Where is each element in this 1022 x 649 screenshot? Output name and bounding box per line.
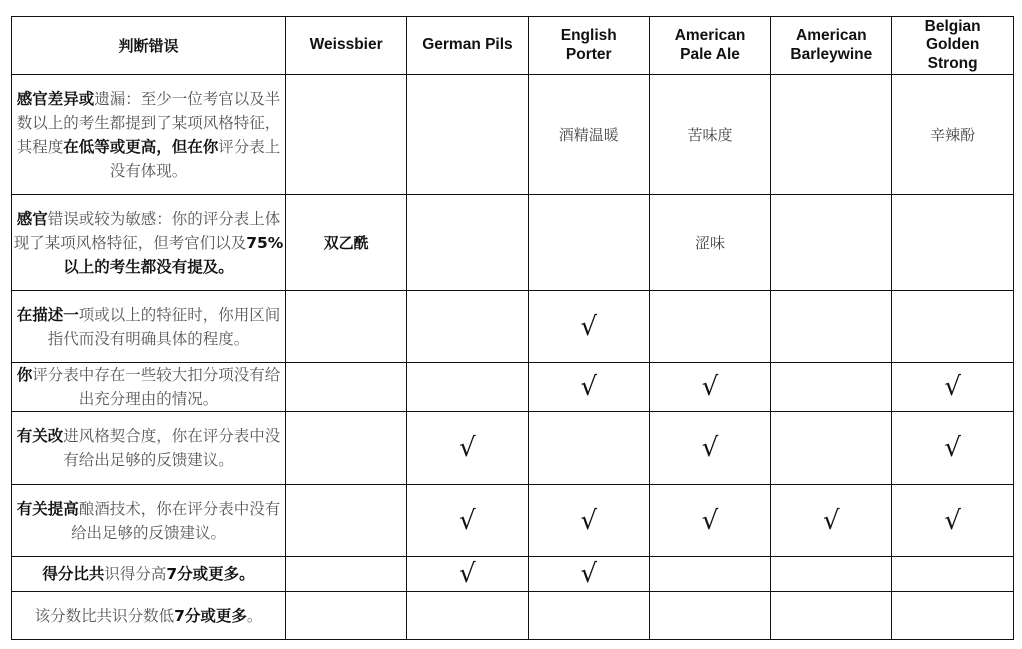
emphasis-text: 感官差异或 (16, 89, 95, 108)
table-row (12, 412, 1014, 485)
error-description (12, 592, 286, 640)
body-text: 项或以上的特征时，你用区间指代而没有明确具体的程度。 (47, 305, 281, 348)
error-description (12, 412, 286, 485)
style-cell (528, 291, 649, 363)
check-mark-icon: √ (701, 505, 719, 536)
style-cell (771, 592, 892, 640)
style-cell (407, 75, 528, 195)
emphasis-text: 有关改 (16, 427, 64, 445)
flavor-note: 酒精温暖 (558, 126, 619, 144)
style-cell (407, 485, 528, 557)
style-cell (771, 75, 892, 195)
check-mark-icon: √ (944, 505, 961, 536)
column-header (286, 17, 407, 75)
style-cell (892, 195, 1013, 291)
style-cell (528, 195, 649, 291)
emphasis-text: 7分或更多 (174, 606, 247, 625)
style-cell (771, 195, 892, 291)
style-cell (771, 412, 892, 485)
body-text: 评分表上没有体现。 (109, 137, 281, 180)
error-description (12, 291, 286, 363)
check-mark-icon: √ (580, 505, 598, 536)
column-header-text: German Pils (422, 36, 513, 54)
style-cell (771, 363, 892, 412)
style-cell (528, 363, 649, 412)
column-header-text: Strong (927, 54, 978, 72)
column-header-text: English (560, 27, 617, 44)
style-cell (649, 592, 770, 640)
style-cell (286, 363, 407, 412)
emphasis-text: 有关提高 (16, 499, 79, 518)
check-mark-icon: √ (580, 311, 598, 342)
column-header-text: Pale Ale (680, 45, 740, 63)
check-mark-icon: √ (580, 372, 598, 402)
style-cell (892, 75, 1013, 195)
style-cell (649, 291, 770, 363)
column-header (407, 17, 528, 75)
style-cell (286, 592, 407, 640)
style-cell (649, 485, 770, 557)
emphasis-text: 你 (16, 366, 33, 384)
style-cell (407, 363, 528, 412)
emphasis-text: 7分或更多。 (166, 565, 255, 583)
error-description (12, 363, 286, 412)
style-cell (286, 412, 407, 485)
emphasis-text: 感官 (16, 209, 48, 228)
check-mark-icon: √ (944, 372, 961, 402)
corner-label: 判断错误 (12, 17, 286, 75)
flavor-note: 涩味 (695, 234, 726, 252)
style-cell (528, 412, 649, 485)
column-header-text: Golden (925, 36, 980, 54)
table-row (12, 485, 1014, 557)
style-cell (286, 557, 407, 592)
style-cell (528, 592, 649, 640)
style-cell (892, 557, 1013, 592)
table-row (12, 592, 1014, 640)
style-cell (892, 291, 1013, 363)
column-header (892, 17, 1013, 75)
style-cell (892, 412, 1013, 485)
style-cell (286, 291, 407, 363)
style-cell (892, 592, 1013, 640)
style-cell (892, 363, 1013, 412)
error-description (12, 485, 286, 557)
style-cell (649, 412, 770, 485)
emphasis-text: 在描述一 (16, 305, 79, 324)
body-text: 识得分高 (104, 565, 167, 583)
style-cell (528, 75, 649, 195)
column-header (528, 17, 649, 75)
body-text: 评分表中存在一些较大扣分项没有给出充分理由的情况。 (32, 366, 281, 408)
style-cell (286, 195, 407, 291)
column-header (649, 17, 770, 75)
style-cell (771, 485, 892, 557)
check-mark-icon: √ (580, 559, 598, 589)
style-cell (407, 412, 528, 485)
flavor-note: 辛辣酚 (930, 126, 976, 144)
body-text: 。 (246, 606, 263, 625)
check-mark-icon: √ (459, 559, 476, 589)
style-cell (892, 485, 1013, 557)
style-cell (649, 195, 770, 291)
error-description (12, 557, 286, 592)
header-row (12, 17, 1014, 75)
style-cell (407, 291, 528, 363)
table-row (12, 291, 1014, 363)
flavor-note: 双乙酰 (323, 234, 369, 252)
style-cell (286, 485, 407, 557)
style-cell (649, 363, 770, 412)
style-cell (407, 195, 528, 291)
body-text: 遗漏：至少一位考官以及半数以上的考生都提到了某项风格特征，其程度 (16, 89, 281, 156)
style-cell (286, 75, 407, 195)
style-cell (528, 485, 649, 557)
column-header-text: American (674, 27, 746, 44)
check-mark-icon: √ (459, 505, 476, 536)
emphasis-text: 得分比共 (42, 565, 105, 583)
body-text: 该分数比共识分数低 (34, 606, 175, 625)
column-header-text: Belgian (924, 17, 981, 35)
body-text: 进风格契合度，你在评分表中没有给出足够的反馈建议。 (63, 427, 281, 469)
style-cell (528, 557, 649, 592)
check-mark-icon: √ (944, 433, 961, 463)
style-cell (771, 557, 892, 592)
table-row (12, 195, 1014, 291)
emphasis-text: 75%以上的考生都没有提及。 (63, 233, 284, 276)
style-cell (649, 75, 770, 195)
column-header (771, 17, 892, 75)
judging-errors-table (11, 16, 1014, 640)
error-description (12, 195, 286, 291)
body-text: 酿酒技术，你在评分表中没有给出足够的反馈建议。 (70, 499, 281, 542)
table-row (12, 557, 1014, 592)
table-row (12, 363, 1014, 412)
column-header-text: American (796, 27, 867, 44)
style-cell (407, 592, 528, 640)
column-header-text: Weissbier (309, 36, 383, 54)
style-cell (649, 557, 770, 592)
column-header-text: Porter (565, 45, 612, 63)
emphasis-text: 在低等或更高，但在你 (63, 137, 219, 156)
table-row (12, 75, 1014, 195)
check-mark-icon: √ (701, 372, 719, 402)
body-text: 错误或较为敏感：你的评分表上体现了某项风格特征，但考官们以及 (13, 209, 281, 252)
error-description (12, 75, 286, 195)
flavor-note: 苦味度 (687, 126, 733, 144)
column-header-text: Barleywine (790, 45, 873, 63)
check-mark-icon: √ (823, 505, 840, 536)
check-mark-icon: √ (459, 433, 476, 463)
style-cell (771, 291, 892, 363)
check-mark-icon: √ (701, 433, 719, 463)
style-cell (407, 557, 528, 592)
